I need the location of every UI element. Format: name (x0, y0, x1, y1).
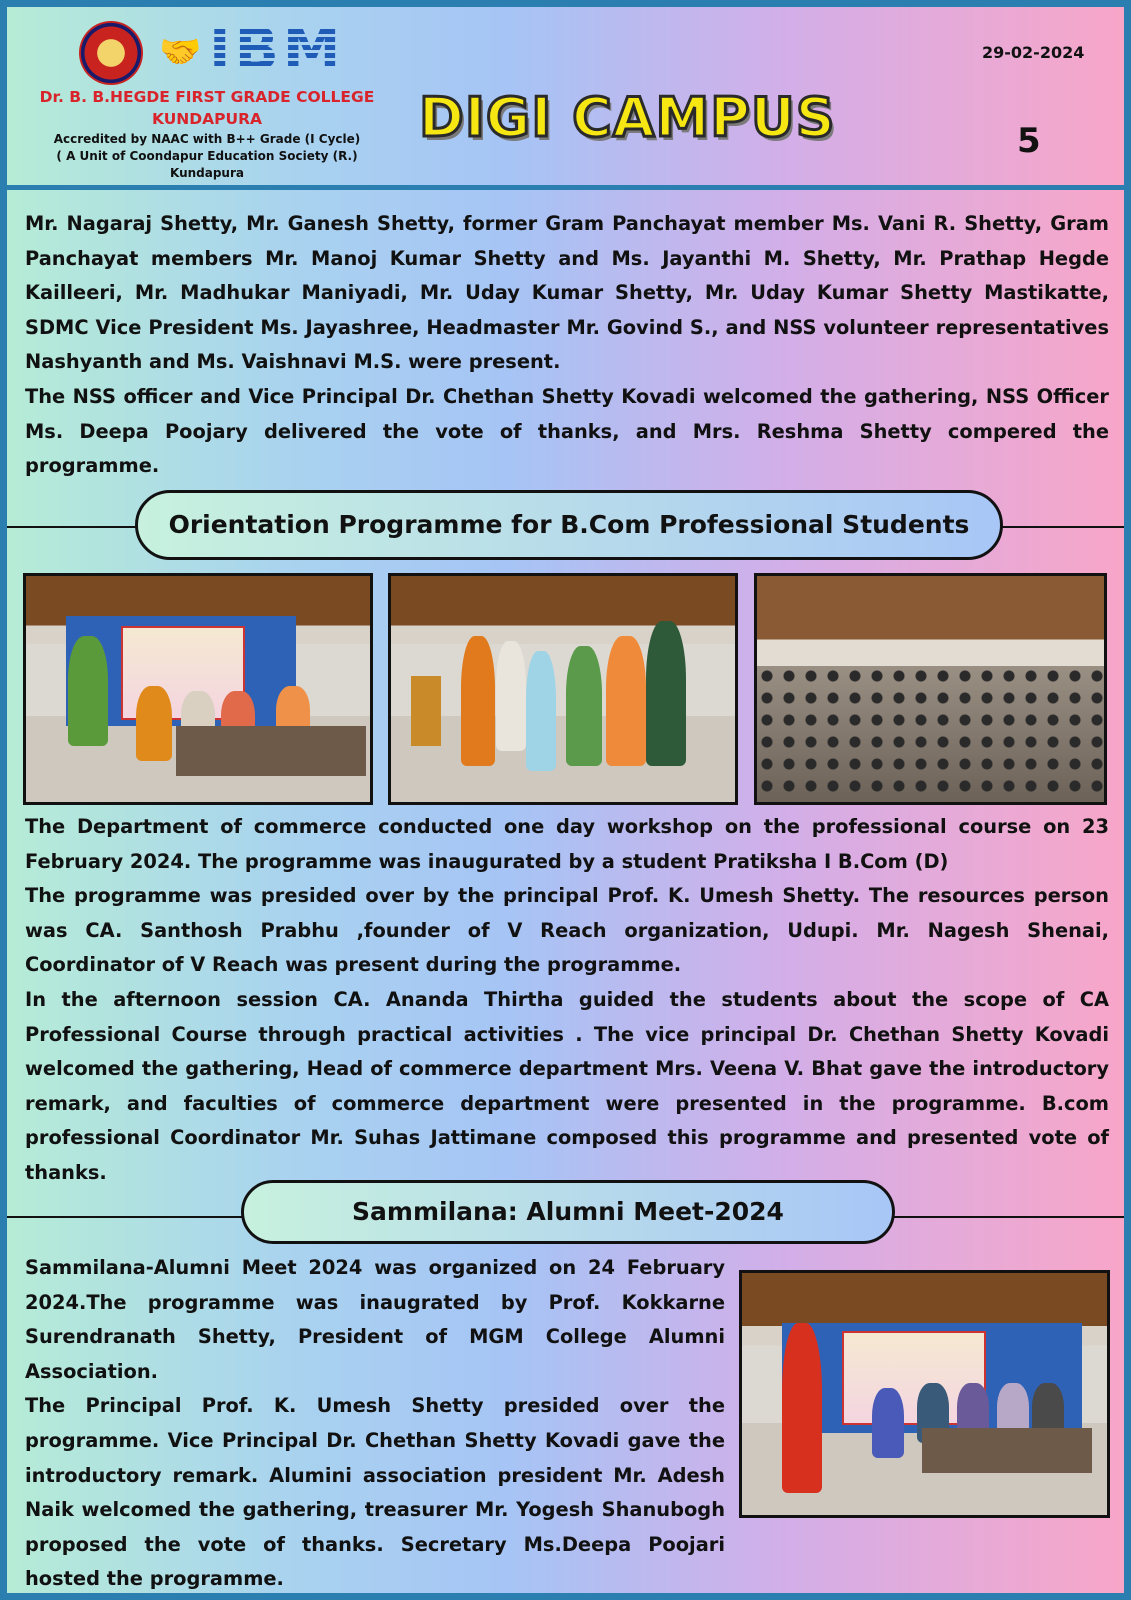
college-name: Dr. B. B.HEGDE FIRST GRADE COLLEGE (39, 88, 375, 106)
orientation-paragraph-2: The programme was presided over by the principal Prof. K. Umesh Shetty. The resources person was CA. Santhosh Prabhu ,founder of V Reach organization, Udupi. Mr. Nagesh Shenai, Coordinator of V Reach was present during the programme. (25, 884, 1109, 977)
section-title-orientation: Orientation Programme for B.Com Professional Students (135, 490, 1003, 560)
alumni-paragraph-1: Sammilana-Alumni Meet 2024 was organized on 24 February 2024.The programme was inaugrated by Prof. Kokkarne Surendranath Shetty, President of MGM College Alumni Association. (25, 1256, 725, 1383)
page-header (7, 7, 1124, 190)
accreditation-line: Accredited by NAAC with B++ Grade (I Cycle) (53, 132, 361, 146)
section-heading-alumni (7, 1180, 1124, 1254)
unit-line: ( A Unit of Coondapur Education Society (R.) (56, 149, 358, 163)
alumni-photo (739, 1270, 1110, 1518)
alumni-text (25, 1251, 725, 1597)
accreditation-block (7, 131, 407, 182)
college-seal-icon (79, 21, 143, 85)
unit-town: Kundapura (169, 166, 244, 180)
handshake-icon: 🤝 (159, 32, 202, 72)
college-town: KUNDAPURA (151, 110, 263, 128)
ibm-logo: IBM (209, 21, 349, 75)
alumni-paragraph-2: The Principal Prof. K. Umesh Shetty presided over the programme. Vice Principal Dr. Chethan Shetty Kovadi gave the introductory remark. Alumini association president Mr. Adesh Naik welcomed the gathering, treasurer Mr. Yogesh Shanubogh proposed the vote of thanks. Secretary Ms.Deepa Poojari hosted the programme. (25, 1394, 725, 1591)
logo-group (79, 15, 349, 83)
intro-paragraph-1: Mr. Nagaraj Shetty, Mr. Ganesh Shetty, former Gram Panchayat member Ms. Vani R. Shetty, Gram Panchayat members Mr. Manoj Kumar Shetty and Ms. Jayanthi M. Shetty, Mr. Prathap Hegde Kailleeri, Mr. Madhukar Maniyadi, Mr. Uday Kumar Shetty, Mr. Uday Kumar Shetty Mastikatte, SDMC Vice President Ms. Jayashree, Headmaster Mr. Govind S., and NSS volunteer representatives Nashyanth and Ms. Vaishnavi M.S. were present. (25, 212, 1109, 374)
masthead-title: DIGI CAMPUS (419, 86, 836, 149)
orientation-text (25, 810, 1109, 1191)
section-heading-orientation (7, 490, 1124, 564)
orientation-paragraph-3: In the afternoon session CA. Ananda Thirtha guided the students about the scope of CA Professional Course through practical activities . The vice principal Dr. Chethan Shetty Kovadi welcomed the gathering, Head of commerce department Mrs. Veena V. Bhat gave the introductory remark, and faculties of commerce department were presented in the programme. B.com professional Coordinator Mr. Suhas Jattimane composed this programme and presented vote of thanks. (25, 987, 1109, 1184)
orientation-paragraph-1: The Department of commerce conducted one day workshop on the professional course on 23 February 2024. The programme was inaugurated by a student Pratiksha I B.Com (D) (25, 815, 1109, 873)
intro-paragraph-2: The NSS officer and Vice Principal Dr. Chethan Shetty Kovadi welcomed the gathering, NSS Officer Ms. Deepa Poojary delivered the vote of thanks, and Mrs. Reshma Shetty compered the programme. (25, 384, 1109, 478)
orientation-photo-3 (754, 573, 1107, 805)
intro-text (25, 207, 1109, 484)
orientation-photo-2 (388, 573, 738, 805)
section-title-alumni: Sammilana: Alumni Meet-2024 (241, 1180, 895, 1244)
issue-date: 29-02-2024 (982, 43, 1085, 62)
page-number: 5 (1017, 121, 1041, 161)
orientation-photo-1 (23, 573, 373, 805)
